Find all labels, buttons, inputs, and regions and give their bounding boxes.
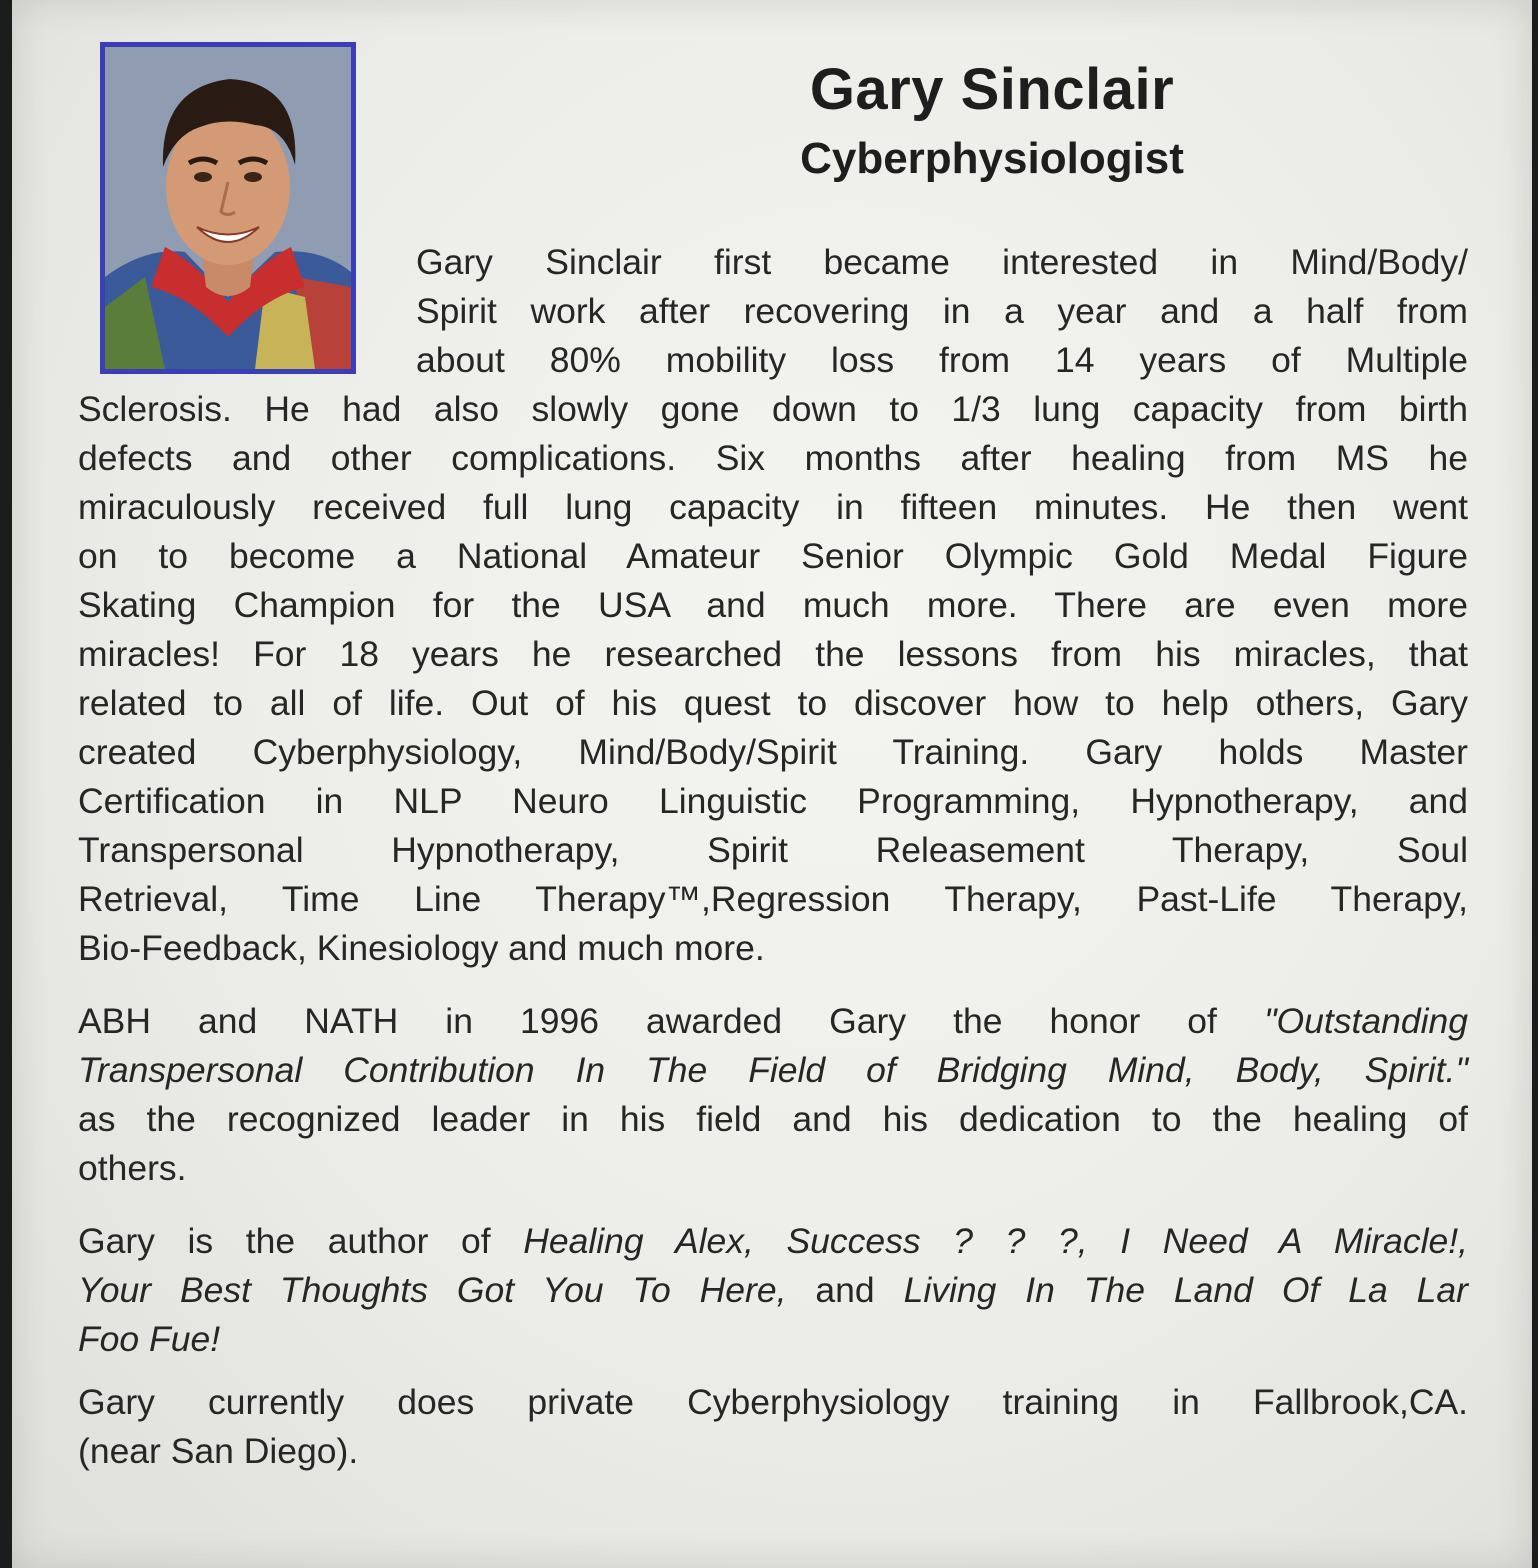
bio-line: Skating Champion for the USA and much more. There are even more [78, 585, 1468, 625]
award-title-start: "Outstanding [1263, 1001, 1468, 1041]
book-title-end: Foo Fue! [78, 1319, 221, 1359]
bio-line: as the recognized leader in his field and his dedication to the healing of [78, 1099, 1468, 1139]
bio-line [78, 1046, 1468, 1095]
book-titles-1: Healing Alex, Success ? ? ?, I Need A Miracle!, [523, 1221, 1468, 1261]
author-name: Gary Sinclair [809, 57, 1175, 122]
book-back-cover [12, 0, 1532, 1568]
award-title-end: Transpersonal Contribution In The Field of Bridging Mind, Body, Spirit." [78, 1050, 1468, 1090]
bio-line: Sclerosis. He had also slowly gone down to 1/3 lung capacity from birth [78, 389, 1468, 429]
bio-line [78, 1266, 1468, 1315]
bio-line: Spirit work after recovering in a year and a half from [416, 291, 1468, 331]
author-intro: Gary is the author of [78, 1221, 524, 1261]
book-title-living: Living In The Land Of La Lar [903, 1270, 1468, 1310]
bio-line: Retrieval, Time Line Therapy™,Regression Therapy, Past-Life Therapy, [78, 879, 1468, 919]
bio-line [78, 997, 1468, 1046]
award-intro: ABH and NATH in 1996 awarded Gary the honor of [78, 1001, 1264, 1041]
bio-line: miracles! For 18 years he researched the lessons from his miracles, that [78, 634, 1468, 674]
bio-paragraph-1 [78, 238, 1468, 973]
bio-line: defects and other complications. Six months after healing from MS he [78, 438, 1468, 478]
bio-paragraph-4 [78, 1378, 1468, 1476]
bio-line: on to become a National Amateur Senior Olympic Gold Medal Figure [78, 536, 1468, 576]
bio-paragraph-3 [78, 1217, 1468, 1364]
bio-text [78, 238, 1468, 1476]
bio-line: about 80% mobility loss from 14 years of Multiple [416, 340, 1468, 380]
bio-line [78, 1217, 1468, 1266]
book-title-best-thoughts: Your Best Thoughts Got You To Here, [78, 1270, 787, 1310]
bio-line: related to all of life. Out of his quest to discover how to help others, Gary [78, 683, 1468, 723]
bio-paragraph-2 [78, 997, 1468, 1193]
bio-line: Certification in NLP Neuro Linguistic Programming, Hypnotherapy, and [78, 781, 1468, 821]
bio-line: created Cyberphysiology, Mind/Body/Spirit Training. Gary holds Master [78, 732, 1468, 772]
bio-line: (near San Diego). [78, 1431, 359, 1471]
bio-line: Gary Sinclair first became interested in Mind/Body/ [416, 242, 1468, 282]
author-title: Cyberphysiologist [800, 134, 1184, 183]
bio-line: Transpersonal Hypnotherapy, Spirit Releasement Therapy, Soul [78, 830, 1468, 870]
bio-line: others. [78, 1148, 187, 1188]
bio-line: miraculously received full lung capacity in fifteen minutes. He then went [78, 487, 1468, 527]
bio-line: Gary currently does private Cyberphysiology training in Fallbrook,CA. [78, 1382, 1468, 1422]
bio-line [78, 1315, 1468, 1364]
bio-line: Bio-Feedback, Kinesiology and much more. [78, 928, 765, 968]
conjunction: and [786, 1270, 904, 1310]
